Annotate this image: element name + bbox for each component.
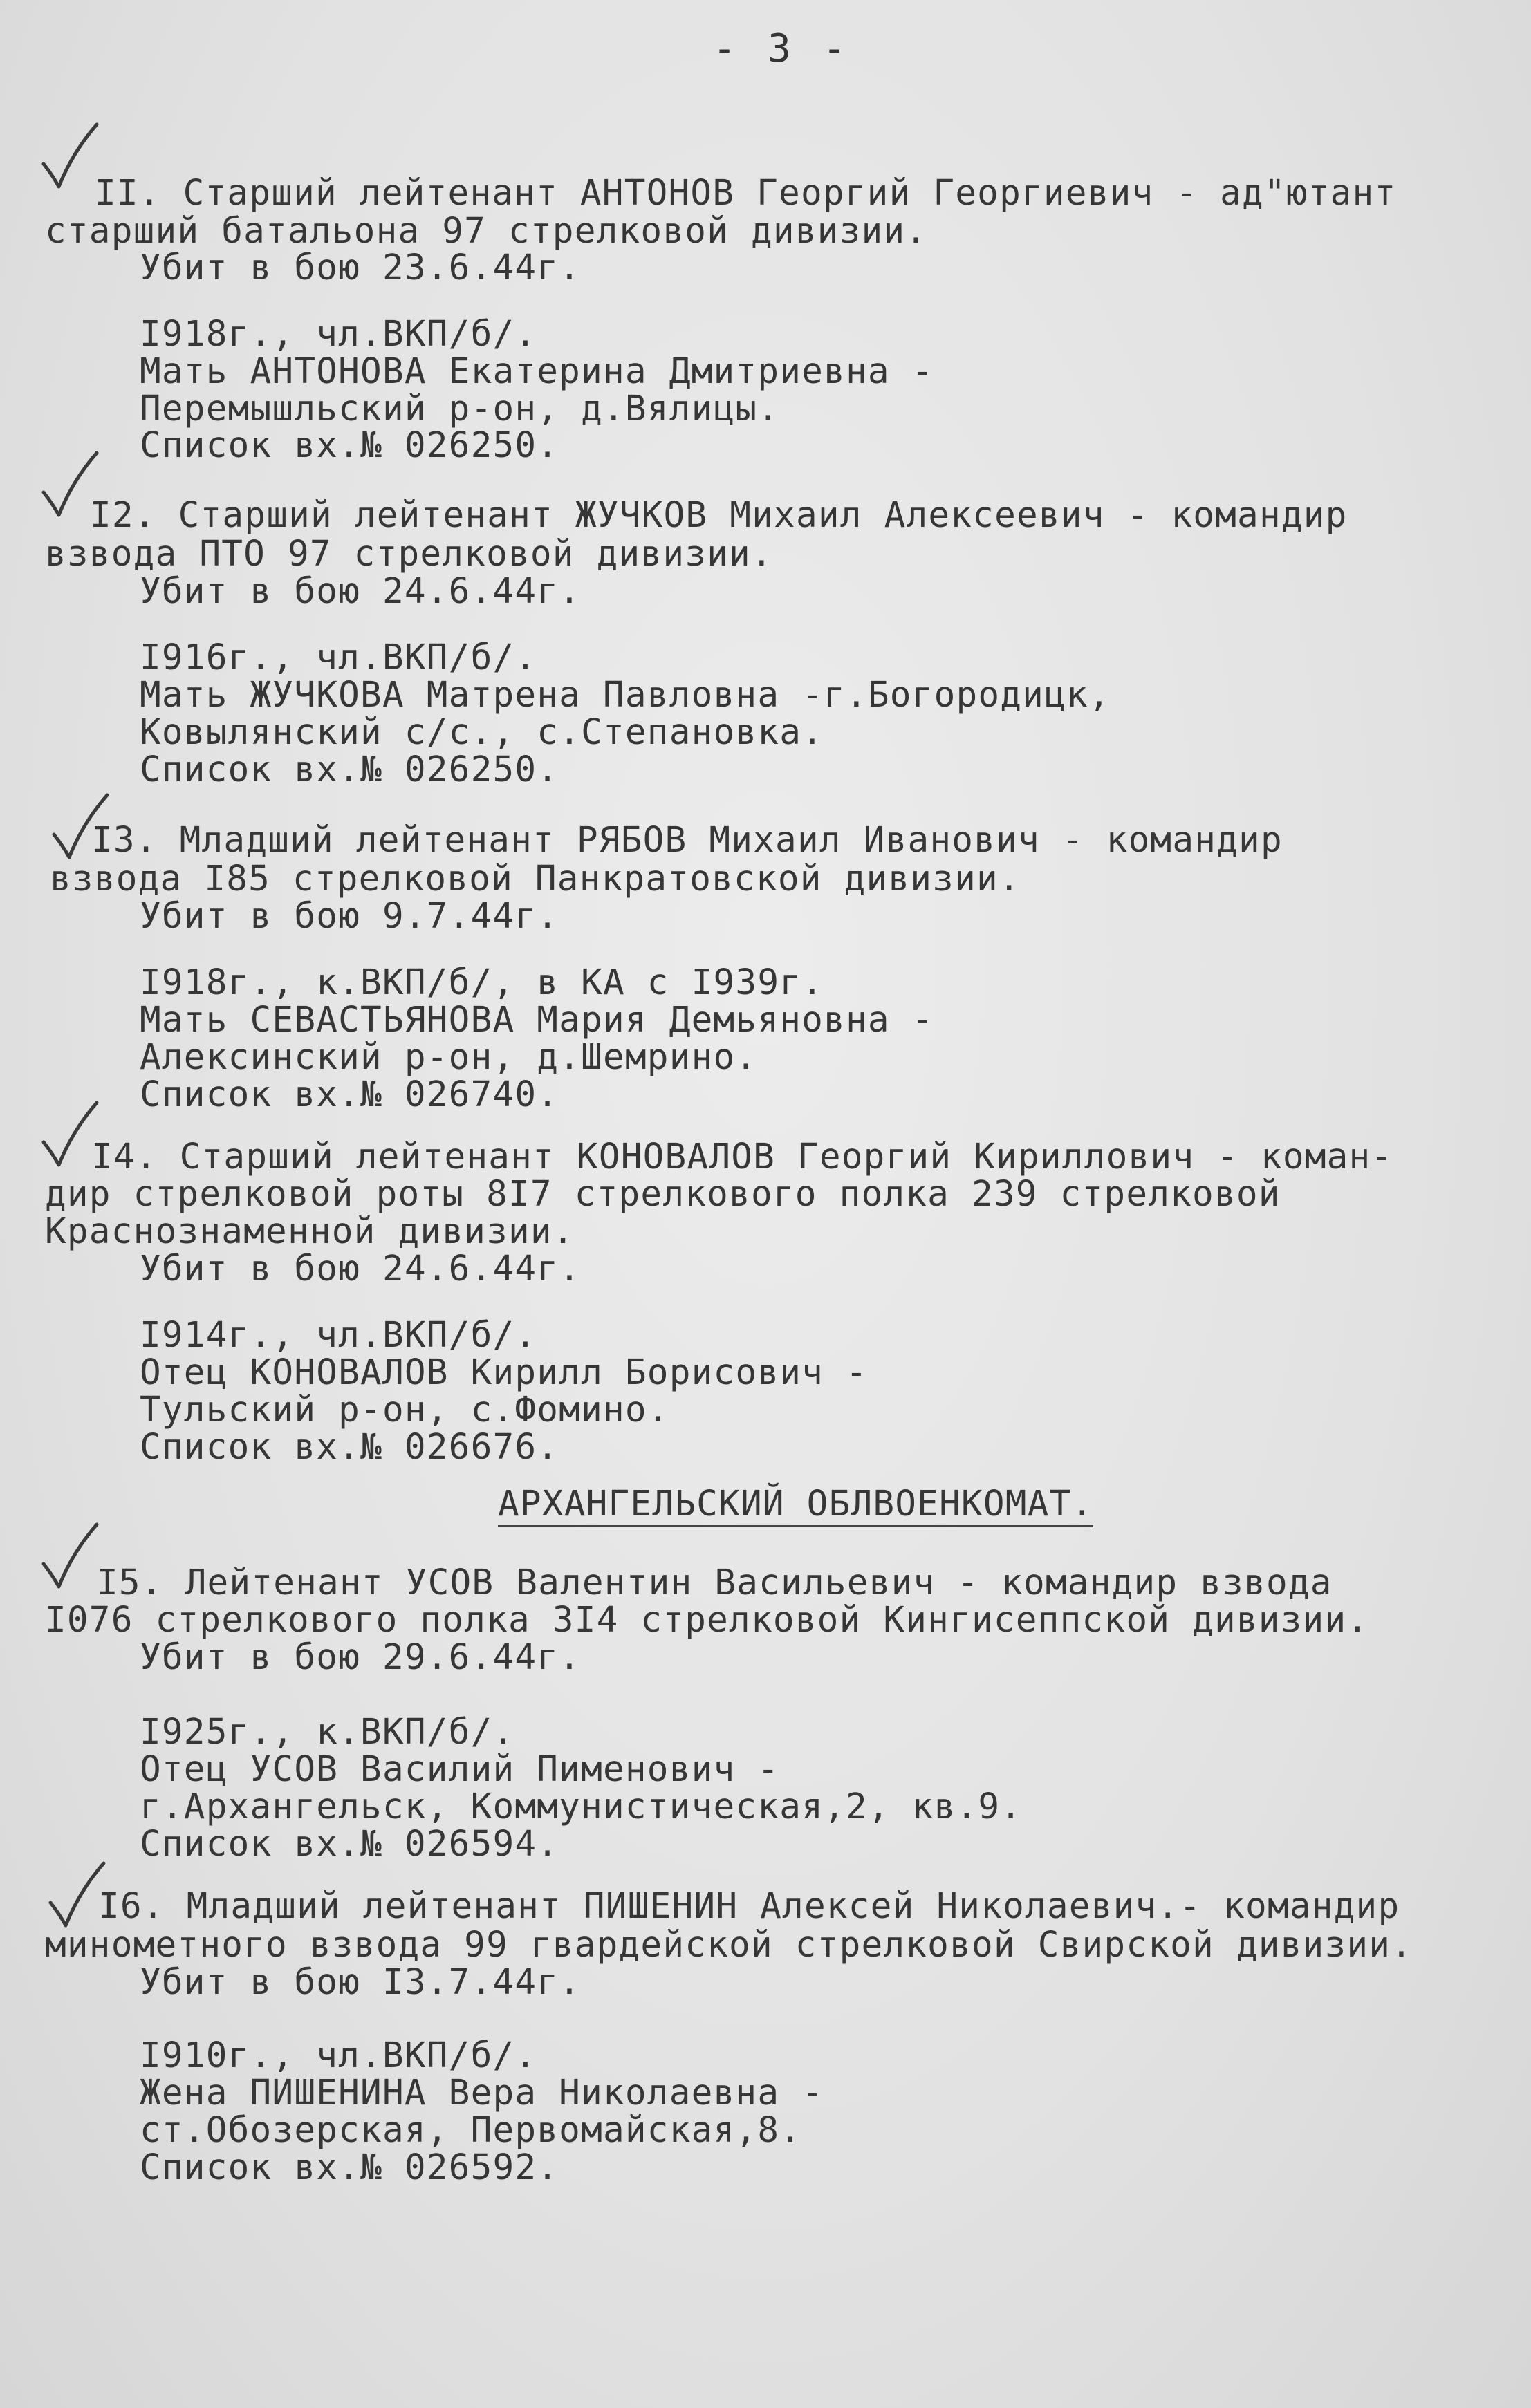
entry-14-line-8: Список вх.№ 026676. — [140, 1427, 559, 1468]
entry-12-line-2: взвода ПТО 97 стрелковой дивизии. — [45, 534, 773, 575]
entry-13-line-1: I3. Младший лейтенант РЯБОВ Михаил Иванович - командир — [91, 820, 1283, 861]
checkmark-icon — [38, 121, 100, 190]
entry-11-line-4: I918г., чл.ВКП/б/. — [140, 314, 537, 355]
entry-12-line-4: I916г., чл.ВКП/б/. — [140, 637, 537, 678]
entry-15-line-4: I925г., к.ВКП/б/. — [140, 1712, 515, 1753]
entry-13-line-5: Мать СЕВАСТЬЯНОВА Мария Демьяновна - — [140, 1000, 934, 1040]
entry-15-line-3: Убит в бою 29.6.44г. — [140, 1637, 582, 1678]
entry-12-line-5: Мать ЖУЧКОВА Матрена Павловна -г.Богородицк, — [140, 675, 1111, 716]
entry-16-line-1: I6. Младший лейтенант ПИШЕНИН Алексей Николаевич.- командир — [98, 1886, 1400, 1927]
entry-12-line-7: Список вх.№ 026250. — [140, 749, 559, 790]
entry-13-line-6: Алексинский р-он, д.Шемрино. — [140, 1037, 758, 1078]
entry-11-line-1: II. Старший лейтенант АНТОНОВ Георгий Георгиевич - ад"ютант — [95, 173, 1397, 214]
checkmark-icon — [38, 1521, 100, 1590]
entry-12-line-3: Убит в бою 24.6.44г. — [140, 571, 582, 612]
entry-11-line-5: Мать АНТОНОВА Екатерина Дмитриевна - — [140, 351, 934, 392]
entry-14-line-2: дир стрелковой роты 8I7 стрелкового полка 239 стрелковой — [45, 1174, 1281, 1215]
entry-16-line-3: Убит в бою I3.7.44г. — [140, 1962, 582, 2003]
entry-15-line-1: I5. Лейтенант УСОВ Валентин Васильевич - командир взвода — [97, 1562, 1333, 1603]
entry-16-line-2: минометного взвода 99 гвардейской стрелковой Свирской дивизии. — [45, 1925, 1413, 1966]
entry-14-line-6: Отец КОНОВАЛОВ Кирилл Борисович - — [140, 1352, 868, 1393]
entry-13-line-2: взвода I85 стрелковой Панкратовской дивизии. — [50, 859, 1021, 899]
entry-11-line-6: Перемышльский р-он, д.Вялицы. — [140, 389, 780, 429]
entry-15-line-2: I076 стрелкового полка 3I4 стрелковой Кингисеппской дивизии. — [45, 1600, 1369, 1641]
entry-16-line-7: Список вх.№ 026592. — [140, 2147, 559, 2188]
entry-12-line-1: I2. Старший лейтенант ЖУЧКОВ Михаил Алексеевич - командир — [90, 495, 1348, 536]
entry-14-line-1: I4. Старший лейтенант КОНОВАЛОВ Георгий Кириллович - коман- — [91, 1137, 1393, 1177]
entry-15-line-5: Отец УСОВ Василий Пименович - — [140, 1749, 780, 1790]
page-number: - 3 - — [712, 26, 851, 71]
entry-15-line-6: г.Архангельск, Коммунистическая,2, кв.9. — [140, 1786, 1023, 1827]
entry-13-line-3: Убит в бою 9.7.44г. — [140, 896, 559, 937]
entry-14-line-4: Убит в бою 24.6.44г. — [140, 1249, 582, 1289]
section-heading: АРХАНГЕЛЬСКИЙ ОБЛВОЕНКОМАТ. — [498, 1485, 1093, 1527]
entry-14-line-3: Краснознаменной дивизии. — [45, 1211, 575, 1252]
entry-16-line-6: ст.Обозерская, Первомайская,8. — [140, 2110, 802, 2151]
entry-13-line-4: I918г., к.ВКП/б/, в КА с I939г. — [140, 962, 824, 1003]
entry-16-line-4: I910г., чл.ВКП/б/. — [140, 2035, 537, 2076]
entry-11-line-7: Список вх.№ 026250. — [140, 425, 559, 466]
entry-14-line-7: Тульский р-он, с.Фомино. — [140, 1390, 669, 1430]
entry-16-line-5: Жена ПИШЕНИНА Вера Николаевна - — [140, 2073, 824, 2113]
entry-13-line-7: Список вх.№ 026740. — [140, 1074, 559, 1115]
entry-15-line-7: Список вх.№ 026594. — [140, 1824, 559, 1865]
entry-11-line-2: старший батальона 97 стрелковой дивизии. — [45, 211, 928, 252]
entry-12-line-6: Ковылянский с/с., с.Степановка. — [140, 712, 824, 753]
entry-14-line-5: I914г., чл.ВКП/б/. — [140, 1315, 537, 1356]
entry-11-line-3: Убит в бою 23.6.44г. — [140, 248, 582, 288]
